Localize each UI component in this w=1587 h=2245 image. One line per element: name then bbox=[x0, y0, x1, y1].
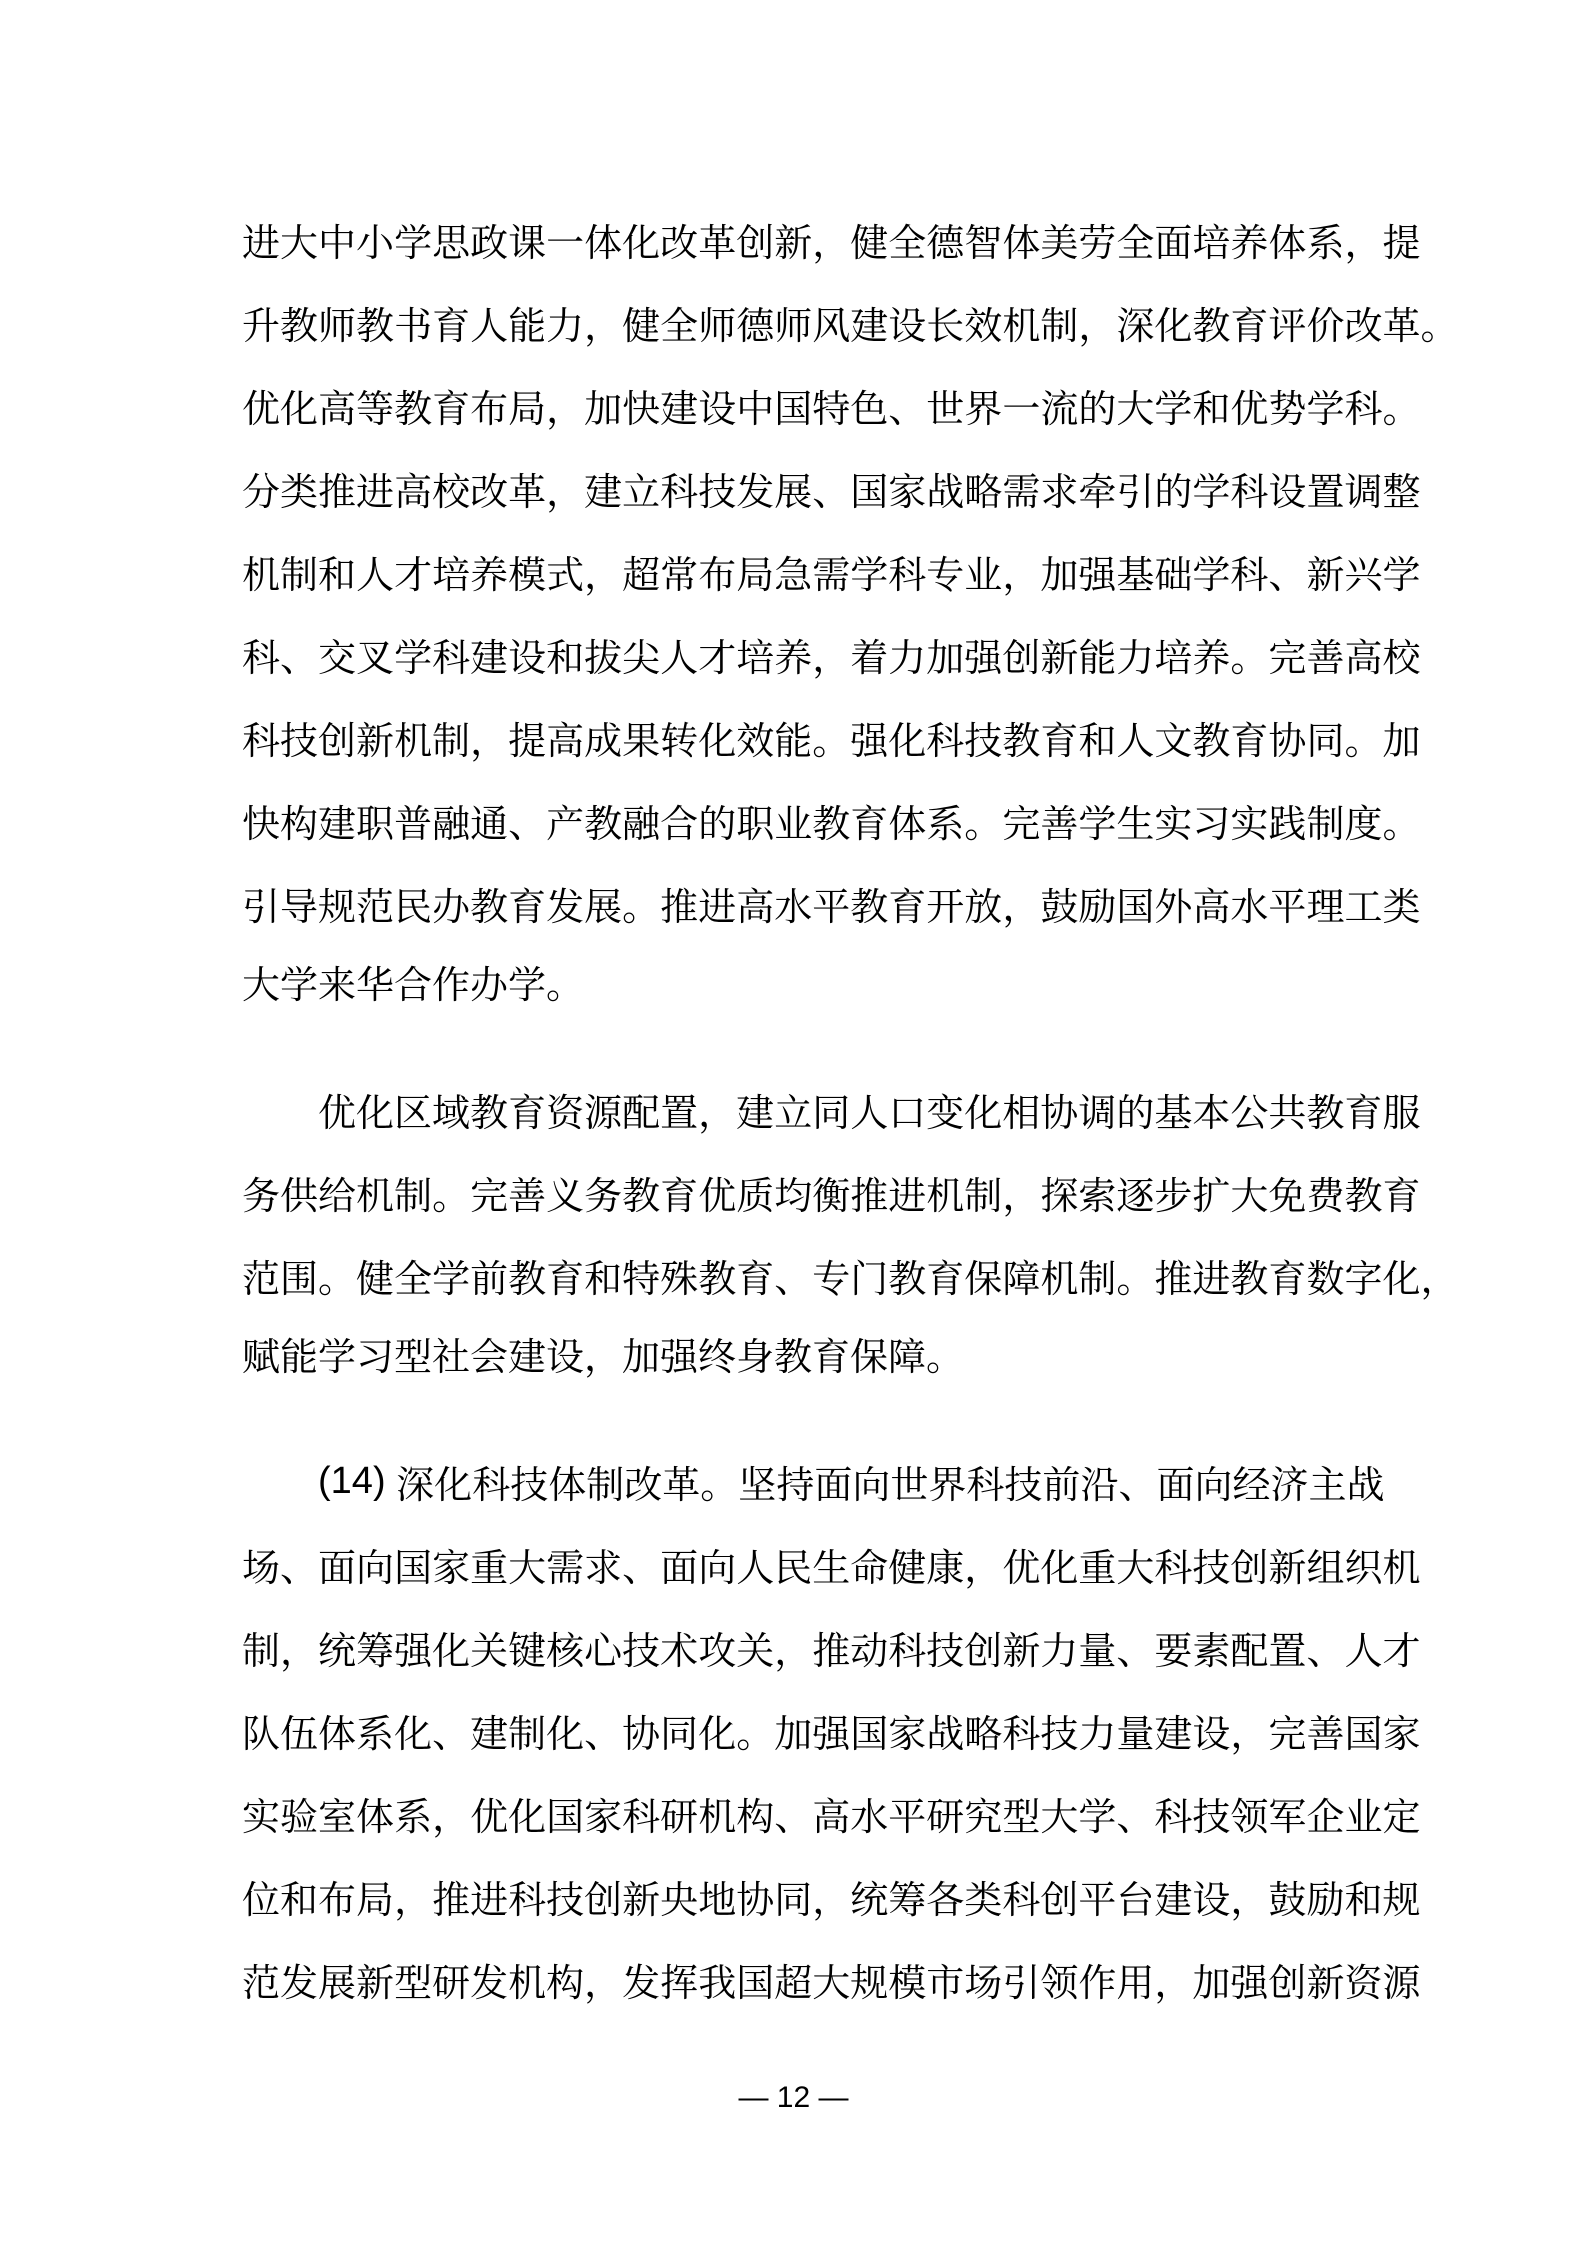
text-line: 赋能学习型社会建设，加强终身教育保障。 bbox=[242, 1337, 965, 1379]
text-line: 机 制 和 人 才 培 养 模 式 ， 超 常 布 局 急 需 学 科 专 业 ， 加 强 基 础 学 科 、 新 兴 学 bbox=[242, 555, 1421, 597]
text-line: 科 、 交 叉 学 科 建 设 和 拔 尖 人 才 培 养 ， 着 力 加 强 创 新 能 力 培 养 。 完 善 高 校 bbox=[242, 638, 1421, 680]
text-line: 引 导 规 范 民 办 教 育 发 展 。 推 进 高 水 平 教 育 开 放 ， 鼓 励 国 外 高 水 平 理 工 类 bbox=[242, 887, 1421, 929]
paragraph bbox=[242, 1440, 1421, 2021]
page-number: — 12 — bbox=[738, 2081, 849, 2114]
text-line: 范 发 展 新 型 研 发 机 构 ， 发 挥 我 国 超 大 规 模 市 场 引 领 作 用 ， 加 强 创 新 资 源 bbox=[242, 1963, 1421, 2005]
text-line: 科 技 创 新 机 制 ， 提 高 成 果 转 化 效 能 。 强 化 科 技 教 育 和 人 文 教 育 协 同 。 加 bbox=[242, 721, 1421, 763]
text-line: 制 ， 统 筹 强 化 关 键 核 心 技 术 攻 关 ， 推 动 科 技 创 新 力 量 、 要 素 配 置 、 人 才 bbox=[242, 1631, 1421, 1673]
text-line: 优 化 区 域 教 育 资 源 配 置 ， 建 立 同 人 口 变 化 相 协 调 的 基 本 公 共 教 育 服 bbox=[318, 1093, 1421, 1135]
text-line: 务 供 给 机 制 。 完 善 义 务 教 育 优 质 均 衡 推 进 机 制 ， 探 索 逐 步 扩 大 免 费 教 育 bbox=[242, 1176, 1421, 1218]
text-line: 位 和 布 局 ， 推 进 科 技 创 新 央 地 协 同 ， 统 筹 各 类 科 创 平 台 建 设 ， 鼓 励 和 规 bbox=[242, 1880, 1421, 1922]
document-body bbox=[242, 198, 1459, 2021]
text-line: 实 验 室 体 系 ， 优 化 国 家 科 研 机 构 、 高 水 平 研 究 型 大 学 、 科 技 领 军 企 业 定 bbox=[242, 1797, 1421, 1839]
paragraph bbox=[242, 198, 1459, 1028]
text-line: 范 围 。 健 全 学 前 教 育 和 特 殊 教 育 、 专 门 教 育 保 障 机 制 。 推 进 教 育 数 字 化 ， bbox=[242, 1259, 1459, 1301]
text-line: 快 构 建 职 普 融 通 、 产 教 融 合 的 职 业 教 育 体 系 。 完 善 学 生 实 习 实 践 制 度 。 bbox=[242, 804, 1421, 846]
paragraph bbox=[242, 1068, 1459, 1400]
text-line: 进 大 中 小 学 思 政 课 一 体 化 改 革 创 新 ， 健 全 德 智 体 美 劳 全 面 培 养 体 系 ， 提 bbox=[242, 223, 1421, 265]
text-line: 分 类 推 进 高 校 改 革 ， 建 立 科 技 发 展 、 国 家 战 略 需 求 牵 引 的 学 科 设 置 调 整 bbox=[242, 472, 1421, 514]
text-line: 升 教 师 教 书 育 人 能 力 ， 健 全 师 德 师 风 建 设 长 效 机 制 ， 深 化 教 育 评 价 改 革 。 bbox=[242, 306, 1459, 348]
text-line: 优 化 高 等 教 育 布 局 ， 加 快 建 设 中 国 特 色 、 世 界 一 流 的 大 学 和 优 势 学 科 。 bbox=[242, 389, 1421, 431]
text-line: 队 伍 体 系 化 、 建 制 化 、 协 同 化 。 加 强 国 家 战 略 科 技 力 量 建 设 ， 完 善 国 家 bbox=[242, 1714, 1421, 1756]
text-line: 大学来华合作办学。 bbox=[242, 965, 585, 1007]
text-line: 场 、 面 向 国 家 重 大 需 求 、 面 向 人 民 生 命 健 康 ， 优 化 重 大 科 技 创 新 组 织 机 bbox=[242, 1548, 1421, 1590]
text-line: ( 1 4 ) 深 化 科 技 体 制 改 革 。 坚 持 面 向 世 界 科 技 前 沿 、 面 向 经 济 主 战 bbox=[318, 1460, 1385, 1507]
